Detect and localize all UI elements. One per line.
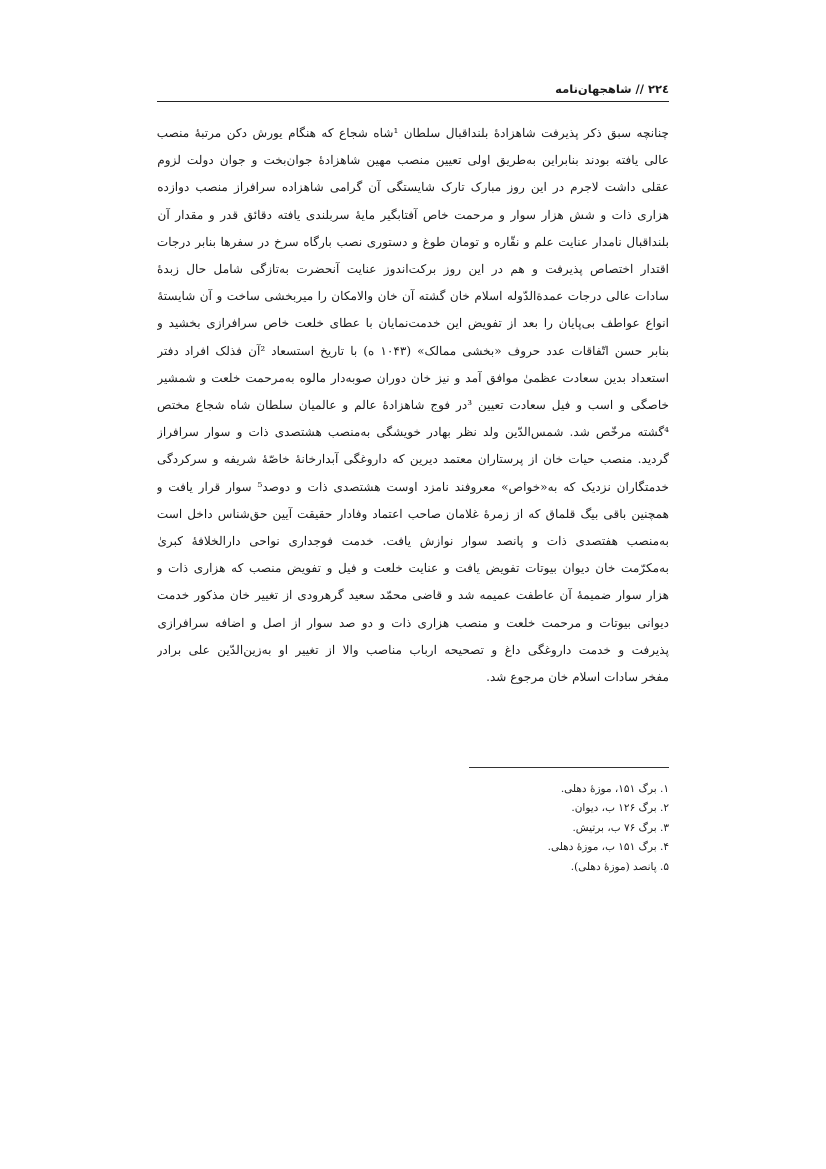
text-line: پذیرفت و خدمت داروغگی داغ و تصحیحه ارباب مناصب والا از تغییر او به‌زین‌الدّین علی برادر [157, 642, 669, 657]
text-line: ⁴گشته مرخّص شد. شمس‌الدّین ولد نظر بهادر خویشگی به‌منصب هشتصدی ذات و سوار سرافراز [157, 425, 669, 440]
main-text [157, 120, 669, 691]
footnote-item: ۴. برگ ۱۵۱ ب، موزهٔ دهلی. [547, 841, 669, 854]
footnote-item: ۳. برگ ۷۶ ب، برتیش. [572, 821, 669, 834]
text-line: به‌مکرّمت خان دیوان بیوتات تفویض یافت و عنایت خلعت و فیل و تفویض منصب که هزاری ذات و [157, 561, 669, 576]
text-line: خدمتگاران نزدیک که به«خواص» معروفند نامزد اوست هشتصدی ذات و دوصد⁵ سوار قرار یافت و [157, 479, 669, 494]
text-line: بنابر حسن اتّفاقات عدد حروف «بخشی ممالک» (۱۰۴۳ ه) با تاریخ استسعاد ²آن فذلک افراد دفتر [157, 343, 669, 358]
text-line: بلنداقبال نامدار عنایت علم و نقّاره و تومان طوغ و دستوری نصب بارگاه سرخ در سفرها بنابر درجات [157, 234, 669, 249]
text-line: انواع عواطف بی‌پایان را بعد از تفویض این خدمت‌نمایان با عطای خلعت خاص سرافرازی بخشید و [157, 316, 669, 331]
text-line: خاصگی و اسب و فیل سعادت تعیین ³در فوج شاهزادهٔ عالم و عالمیان سلطان شاه شجاع مختص [157, 398, 669, 413]
text-line: همچنین باقی بیگ قلماق که از زمرهٔ غلامان صاحب اعتماد وفادار حقیقت آیین حق‌شناس داخل است [157, 506, 669, 521]
footnote-item: ۱. برگ ۱۵۱، موزهٔ دهلی. [560, 783, 669, 795]
text-line: مفخر سادات اسلام خان مرجوع شد. [486, 670, 669, 685]
text-line: عقلی داشت لاجرم در این روز مبارک تارک شایستگی آن گرامی شاهزاده سرافراز منصب دوازده [157, 180, 669, 195]
text-line: هزاری ذات و شش هزار سوار و مرحمت خاص آفتابگیر مایهٔ سربلندی یافته دقائق قدر و مقدار آن [157, 207, 669, 222]
text-line: به‌منصب هفتصدی ذات و پانصد سوار نوازش یافت. خدمت فوجداری نواحی دارالخلافهٔ کبریٰ [157, 534, 669, 549]
text-line: هزار سوار ضمیمهٔ آن عاطفت عمیمه شد و قاضی محمّد سعید گرهرودی از تغییر خان مذکور خدمت [157, 588, 669, 603]
footnote-rule [469, 767, 669, 768]
text-line: گردید. منصب حیات خان از پرستاران معتمد دیرین که داروغگی آبدارخانهٔ خاصّهٔ شریفه و سرکردگی [157, 452, 669, 467]
header-rule [157, 101, 669, 102]
text-line: اقتدار اختصاص پذیرفت و هم در این روز برکت‌اندوز عنایت آنحضرت به‌تازگی شامل حال زبدهٔ [157, 262, 669, 277]
text-line: عالی یافته بودند بنابراین به‌طریق اولی تعیین منصب مهین شاهزادهٔ جوان‌بخت و جوان دولت لزوم [157, 153, 669, 168]
running-header [157, 80, 669, 102]
text-line: دیوانی بیوتات و مرحمت خلعت و منصب هزاری ذات و دو صد سوار از اصل و اضافه سرافرازی [157, 615, 669, 630]
text-line: استعداد بدین سعادت عظمیٰ موافق آمد و نیز خان دوران صوبه‌دار مالوه به‌مرحمت خلعت و شمشیر [157, 370, 669, 385]
text-line: چنانچه سبق ذکر پذیرفت شاهزادهٔ بلنداقبال سلطان ¹شاه شجاع که هنگام یورش دکن مرتبهٔ منصب [157, 126, 669, 140]
text-line: سادات عالی درجات عمدةالدّوله اسلام خان گشته آن خان والامکان را میربخشی ساخت و آن شایستهٔ [157, 289, 669, 304]
running-title: ٢٢٤ // شاهجهان‌نامه [555, 82, 669, 96]
footnotes [457, 780, 669, 877]
footnote-item: ۲. برگ ۱۲۶ ب، دیوان. [571, 802, 669, 815]
footnote-item: ۵. پانصد (موزهٔ دهلی). [570, 860, 669, 873]
